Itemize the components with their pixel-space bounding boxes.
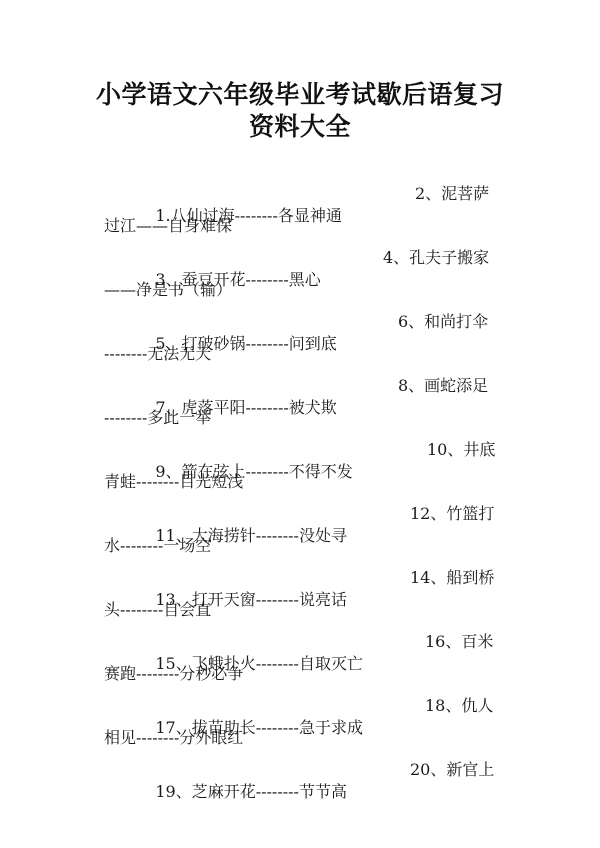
idiom-entry: 3、蚕豆开花--------黑心 xyxy=(155,270,321,289)
idiom-entry-start: 14、船到桥 xyxy=(410,568,495,587)
idiom-entry-start: 20、新官上 xyxy=(410,760,495,779)
idiom-line-continuation: --------多此一举 xyxy=(104,408,212,427)
idiom-entry: 15、飞蛾扑火--------自取灭亡 xyxy=(155,654,363,673)
idiom-entry-start: 16、百米 xyxy=(425,632,494,651)
idiom-entry-start: 2、泥菩萨 xyxy=(415,184,490,203)
idiom-entry: 5、打破砂锅--------问到底 xyxy=(155,334,337,353)
idiom-entry: 7、虎落平阳--------被犬欺 xyxy=(155,398,337,417)
idiom-line-continuation: 过江——自身难保 xyxy=(104,216,233,235)
idiom-line xyxy=(135,759,495,847)
idiom-line-continuation: 头--------自会直 xyxy=(104,600,212,619)
idiom-entry: 1.八仙过海--------各显神通 xyxy=(155,206,342,225)
idiom-line-continuation: 相见--------分外眼红 xyxy=(104,728,244,747)
idiom-entry: 19、芝麻开花--------节节高 xyxy=(155,782,347,801)
idiom-entry-start: 8、画蛇添足 xyxy=(398,376,489,395)
idiom-entry-start: 6、和尚打伞 xyxy=(398,312,489,331)
idiom-entry: 13、打开天窗--------说亮话 xyxy=(155,590,347,609)
idiom-entry: 17、拔苗助长--------急于求成 xyxy=(155,718,363,737)
idiom-line-continuation: --------无法无天 xyxy=(104,344,212,363)
idiom-line-continuation: ——净是书（输） xyxy=(104,280,233,299)
idiom-entry: 9、箭在弦上--------不得不发 xyxy=(155,462,353,481)
idiom-entry-start: 4、孔夫子搬家 xyxy=(383,248,490,267)
idiom-line-continuation: 水--------一场空 xyxy=(104,536,212,555)
idiom-entry-start: 18、仇人 xyxy=(425,696,494,715)
document-title-line-1: 小学语文六年级毕业考试歇后语复习 xyxy=(95,80,504,109)
idiom-entry-start: 10、井底 xyxy=(427,440,496,459)
document-title-line-2: 资料大全 xyxy=(248,112,351,141)
idiom-line-continuation: 赛跑--------分秒必争 xyxy=(104,664,244,683)
idiom-entry-start: 12、竹篮打 xyxy=(410,504,495,523)
idiom-line-continuation: 青蛙--------目光短浅 xyxy=(104,472,244,491)
idiom-entry: 11、大海捞针--------没处寻 xyxy=(155,526,347,545)
